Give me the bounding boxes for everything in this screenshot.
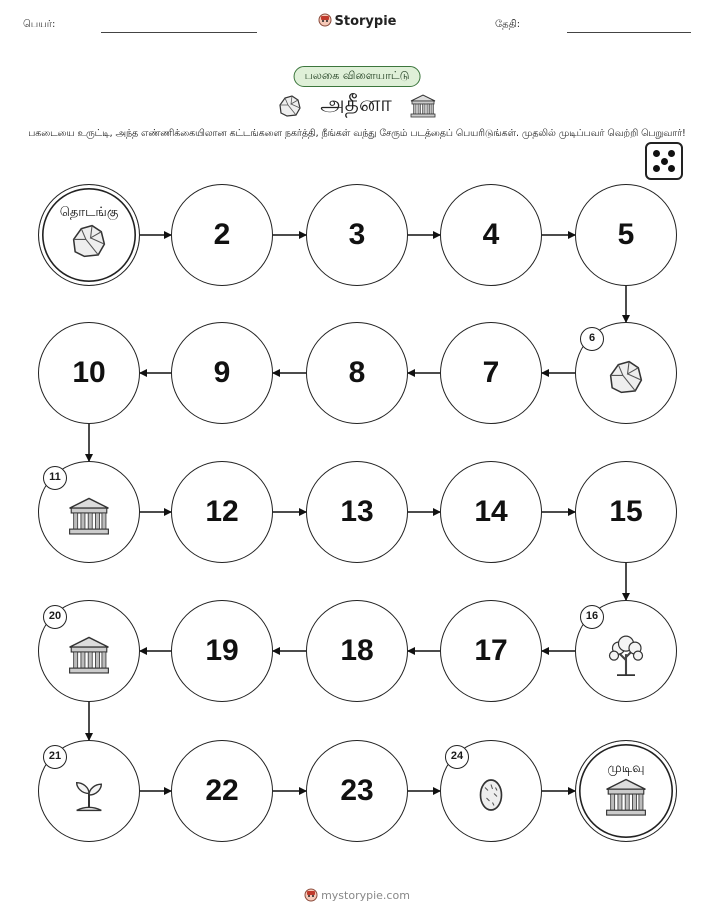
board-cell[interactable] bbox=[171, 600, 273, 702]
finish-cell[interactable] bbox=[575, 740, 677, 842]
board-cell[interactable] bbox=[306, 461, 408, 563]
instructions: பகடையை உருட்டி, அந்த எண்ணிக்கையிலான கட்டங்களை நகர்த்தி, நீங்கள் வந்து சேரும் படத்தைப் பெயரிடுங்கள். முதலில் முடிப்பவர் வெற்றி பெறுவார்! bbox=[28, 128, 686, 139]
board-cell[interactable] bbox=[38, 600, 140, 702]
board-cell[interactable] bbox=[575, 322, 677, 424]
title-row bbox=[0, 92, 714, 124]
board-cell[interactable] bbox=[440, 600, 542, 702]
cell-number: 8 bbox=[348, 356, 366, 389]
name-line[interactable] bbox=[101, 32, 257, 33]
board-cell[interactable] bbox=[440, 184, 542, 286]
cell-number: 12 bbox=[205, 495, 239, 528]
board-cell[interactable] bbox=[440, 740, 542, 842]
cell-number-badge: 24 bbox=[445, 745, 469, 769]
brand-name: Storypie bbox=[334, 14, 397, 29]
storypie-logo-icon bbox=[318, 13, 332, 27]
cell-number: 13 bbox=[340, 495, 374, 528]
board-cell[interactable] bbox=[38, 461, 140, 563]
board-cell[interactable] bbox=[306, 184, 408, 286]
page-title: அதீனா bbox=[320, 92, 392, 117]
cell-number: 5 bbox=[617, 218, 635, 251]
cell-number-badge: 11 bbox=[43, 466, 67, 490]
board-cell[interactable] bbox=[171, 461, 273, 563]
cell-number: 18 bbox=[340, 634, 374, 667]
cell-number-badge: 20 bbox=[43, 605, 67, 629]
board-cell[interactable] bbox=[38, 322, 140, 424]
footer-url: mystorypie.com bbox=[321, 889, 410, 902]
cell-number: 10 bbox=[72, 356, 106, 389]
start-cell[interactable] bbox=[38, 184, 140, 286]
board-cell[interactable] bbox=[440, 461, 542, 563]
rock-icon bbox=[277, 93, 303, 119]
board-cell[interactable] bbox=[575, 184, 677, 286]
board-cell[interactable] bbox=[38, 740, 140, 842]
dice-icon[interactable] bbox=[645, 142, 683, 180]
cell-number: 2 bbox=[213, 218, 231, 251]
board-cell[interactable] bbox=[575, 600, 677, 702]
storypie-logo-icon bbox=[304, 888, 318, 902]
board-cell[interactable] bbox=[306, 600, 408, 702]
cell-number-badge: 16 bbox=[580, 605, 604, 629]
board-cell[interactable] bbox=[440, 322, 542, 424]
cell-number: 4 bbox=[482, 218, 500, 251]
finish-label: முடிவு bbox=[607, 761, 645, 776]
board-cell[interactable] bbox=[171, 740, 273, 842]
cell-number: 9 bbox=[213, 356, 231, 389]
board-cell[interactable] bbox=[306, 740, 408, 842]
board-cell[interactable] bbox=[171, 322, 273, 424]
cell-number-badge: 21 bbox=[43, 745, 67, 769]
cell-number: 22 bbox=[205, 774, 239, 807]
cell-number: 15 bbox=[609, 495, 643, 528]
cell-number: 17 bbox=[474, 634, 508, 667]
cell-number: 23 bbox=[340, 774, 374, 807]
brand-logo bbox=[0, 13, 714, 29]
temple-icon bbox=[409, 93, 437, 119]
cell-number: 7 bbox=[482, 356, 500, 389]
board-cell[interactable] bbox=[171, 184, 273, 286]
cell-number: 19 bbox=[205, 634, 239, 667]
date-line[interactable] bbox=[567, 32, 691, 33]
board-cell[interactable] bbox=[306, 322, 408, 424]
game-type-pill: பலகை விளையாட்டு bbox=[294, 66, 421, 87]
board-cell[interactable] bbox=[575, 461, 677, 563]
date-label: தேதி: bbox=[495, 19, 521, 30]
cell-number: 3 bbox=[348, 218, 366, 251]
cell-number-badge: 6 bbox=[580, 327, 604, 351]
name-label: பெயர்: bbox=[23, 19, 56, 30]
start-label: தொடங்கு bbox=[59, 205, 119, 220]
cell-number: 14 bbox=[474, 495, 508, 528]
footer bbox=[0, 888, 714, 902]
